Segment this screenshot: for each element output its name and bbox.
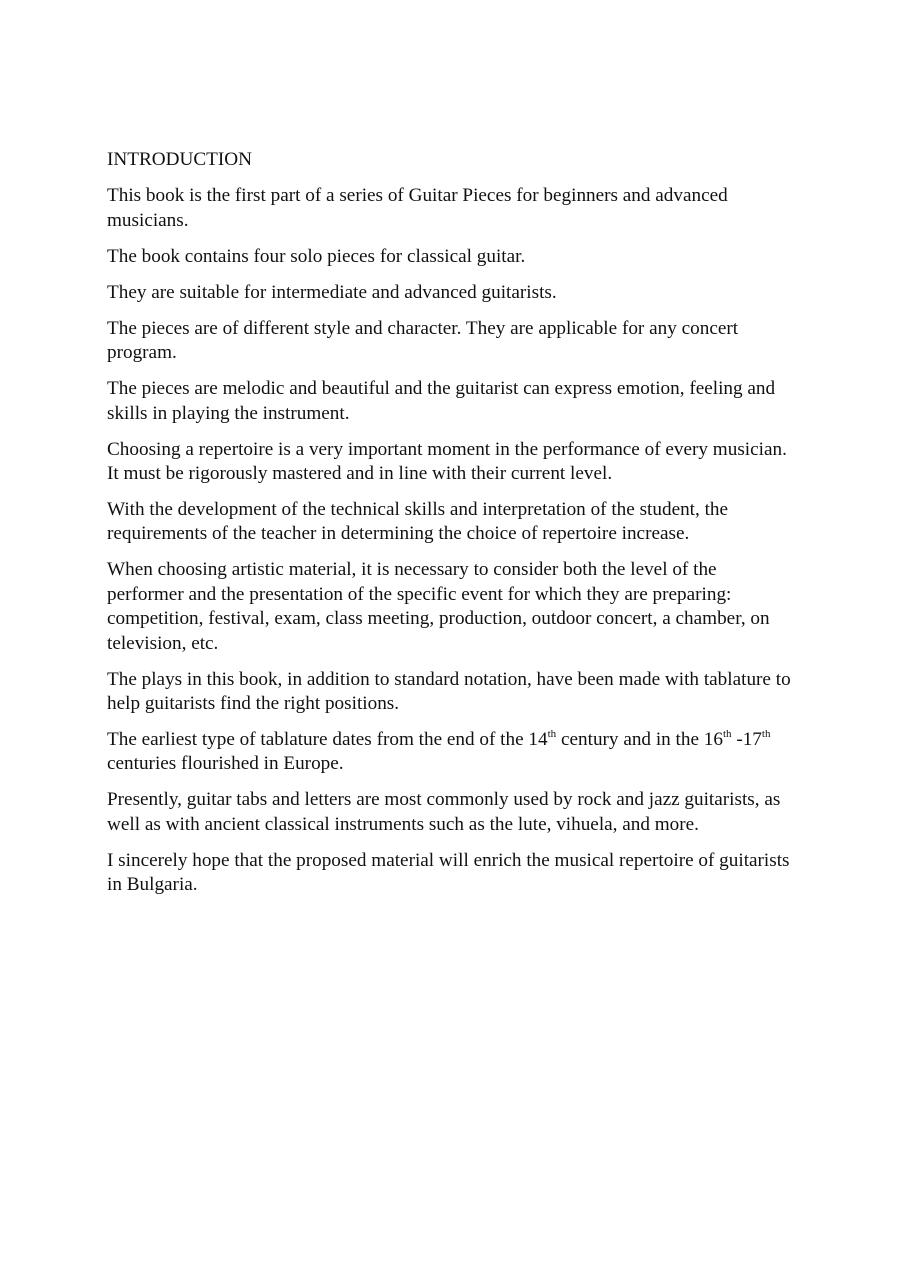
paragraph: Presently, guitar tabs and letters are most commonly used by rock and jazz guitarists, as well as with ancient classical instruments such as the lute, vihuela, and more. <box>107 789 781 835</box>
paragraph: Choosing a repertoire is a very important moment in the performance of every musician. It must be rigorously mastered and in line with their current level. <box>107 438 787 485</box>
page-title: INTRODUCTION <box>107 149 252 170</box>
text-run: The earliest type of tablature dates from the end of the 14 <box>107 729 548 751</box>
paragraph: They are suitable for intermediate and advanced guitarists. <box>107 281 557 303</box>
paragraph: The pieces are of different style and character. They are applicable for any concert program. <box>107 317 739 364</box>
superscript: th <box>761 727 771 740</box>
paragraph: With the development of the technical skills and interpretation of the student, the requirements of the teacher in determining the choice of repertoire increase. <box>107 499 729 545</box>
paragraph: I sincerely hope that the proposed material will enrich the musical repertoire of guitarists in Bulgaria. <box>107 849 790 896</box>
superscript: th <box>722 727 732 740</box>
paragraph: This book is the first part of a series of Guitar Pieces for beginners and advanced musicians. <box>107 185 728 231</box>
text-run: centuries flourished in Europe. <box>107 753 344 775</box>
paragraph: The plays in this book, in addition to standard notation, have been made with tablature to help guitarists find the right positions. <box>107 668 791 715</box>
paragraph: The pieces are melodic and beautiful and the guitarist can express emotion, feeling and skills in playing the instrument. <box>107 378 776 424</box>
document-page <box>107 148 797 909</box>
tablature-paragraph <box>107 728 797 777</box>
text-run: -17 <box>731 729 762 751</box>
text-run: century and in the 16 <box>556 729 723 751</box>
paragraph: The book contains four solo pieces for classical guitar. <box>107 245 526 267</box>
paragraph: When choosing artistic material, it is necessary to consider both the level of the performer and the presentation of the specific event for which they are preparing: competition, festival, exam, class meeting, production, outdoor concert, a chamber, on television, etc. <box>107 559 770 654</box>
superscript: th <box>547 727 557 740</box>
